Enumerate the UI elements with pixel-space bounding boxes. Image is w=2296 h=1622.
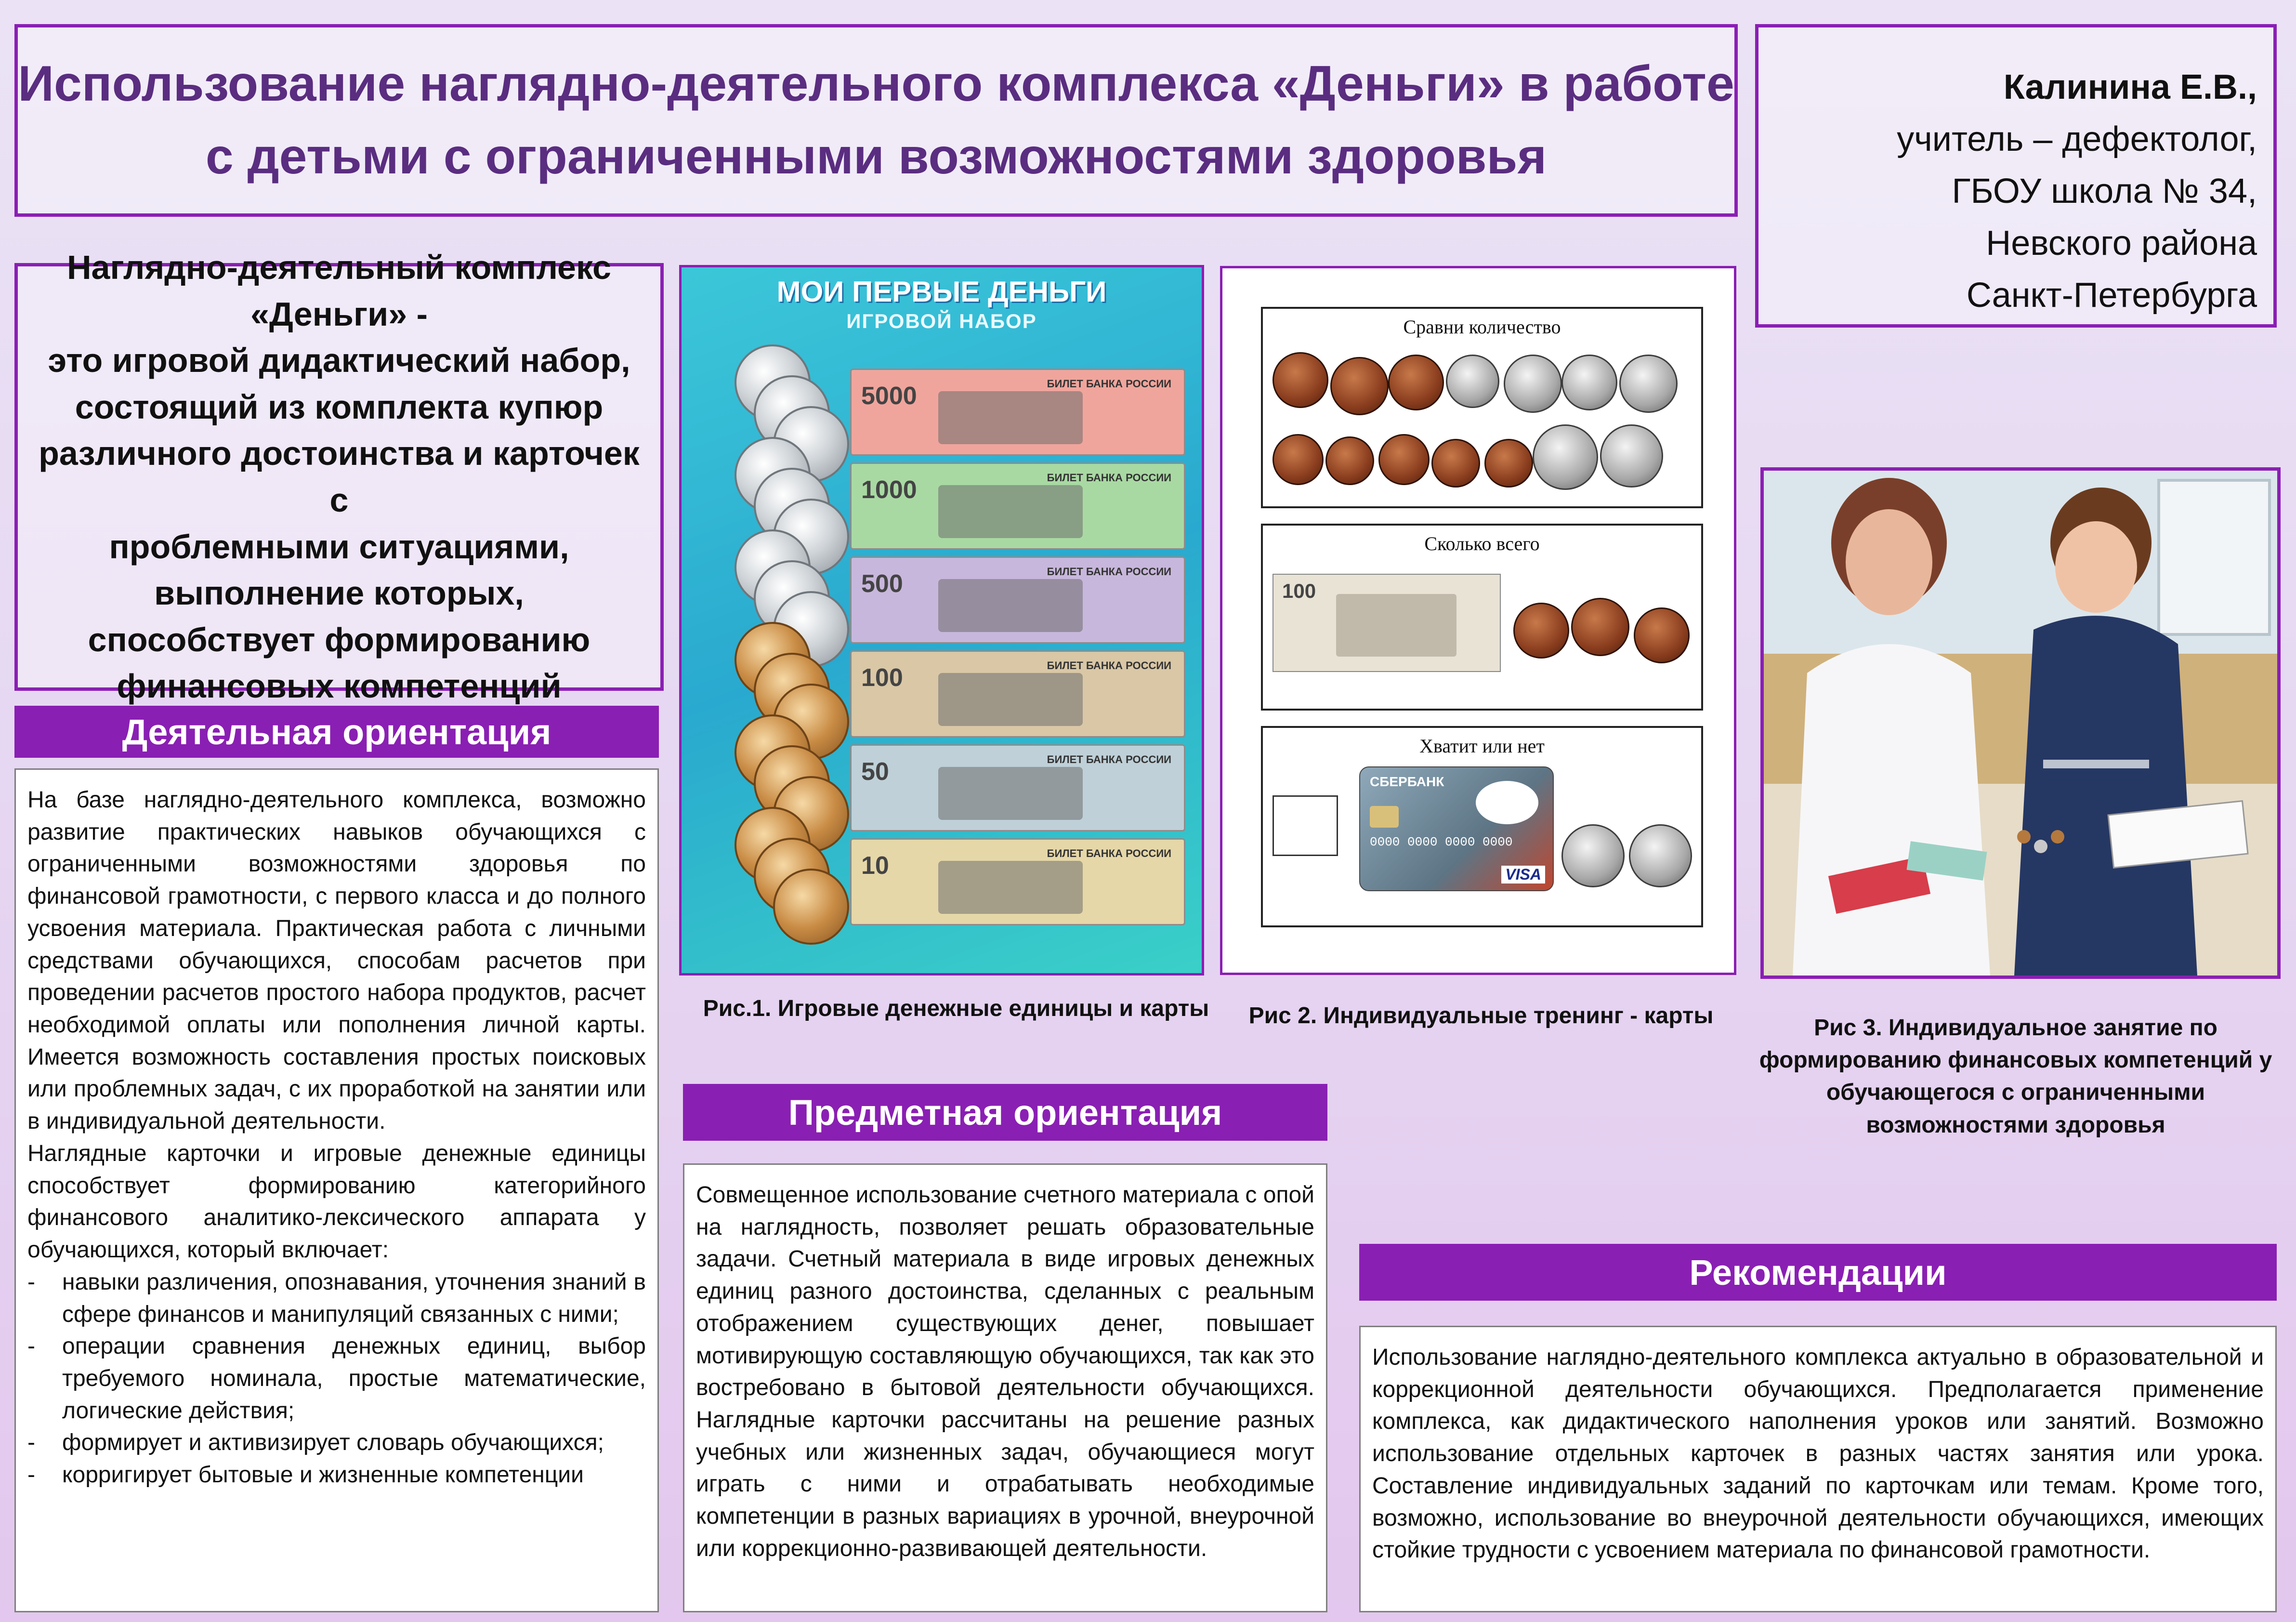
subject-text [683,1163,1327,1612]
banknote-picture [938,767,1083,820]
author-line: Невского района [1986,224,2257,263]
figure-caption: Рис.1. Игровые денежные единицы и карты [703,996,1209,1021]
card-title: Хватит или нет [1419,735,1545,757]
figure-lesson-photo [1760,467,2281,979]
banknote-image [1273,574,1501,672]
definition-line: способствует формированию [88,620,590,659]
author-box [1755,24,2277,328]
definition-line: состоящий из комплекта купюр [75,388,604,426]
copper-coin [1273,434,1324,485]
copper-coin [1273,352,1328,408]
title-box [14,24,1738,217]
card-enough [1261,726,1703,927]
banknote-picture [938,861,1083,914]
poster-title: Использование наглядно-деятельного комплекса «Деньги» в работе с детьми с ограниченными возможностями здоровья [18,56,1734,185]
silver-coin [1629,824,1692,887]
definition-line: проблемными ситуациями, [109,527,569,566]
kit-subtitle: ИГРОВОЙ НАБОР [846,310,1037,332]
subject-paragraph: Совмещенное использование счетного материала с опой на наглядность, позволяет решать образовательные задачи. Счетный материала в виде игровых денежных единиц разного достоинства, сделанных с реальным отображением существующих денег, повышает мотивирующую составляющую обучающихся, так как это востребовано в бытовой деятельности обучающихся. Наглядные карточки рассчитаны на решение разных учебных или жизненных задач, обучающиеся могут играть с ними и отрабатывать необходимые компетенции в разных вариациях в урочной, внеурочной или коррекционно-развивающей деятельности. [696,1182,1314,1561]
card-total [1261,524,1703,711]
list-item: - навыки различения, опознавания, уточнения знаний в сфере финансов и манипуляций связанных с ними; [27,1266,646,1331]
copper-coin [1571,598,1629,656]
answer-box [1273,795,1338,856]
banknote-picture [938,391,1083,444]
copper-coin [1634,607,1690,663]
banknote-bank-label: БИЛЕТ БАНКА РОССИИ [1047,378,1171,390]
banknote-value: 5000 [861,382,917,410]
banknote-value: 100 [861,664,903,692]
bank-card-number: 0000 0000 0000 0000 [1370,835,1513,849]
bank-card-brand: VISA [1501,866,1545,884]
banknote-picture [938,579,1083,632]
author-line: учитель – дефектолог, [1897,120,2257,158]
banknote-value: 500 [861,570,903,598]
activity-header: Деятельная ориентация [14,706,659,758]
definition-line: это игровой дидактический набор, [48,342,630,380]
author-line: Санкт-Петербурга [1966,276,2257,315]
card-compare [1261,307,1703,508]
copper-coin [1325,436,1374,485]
banknote-picture [938,673,1083,726]
banknote-bank-label: БИЛЕТ БАНКА РОССИИ [1047,659,1171,672]
definition-line: различного достоинства и карточек с [39,435,640,519]
banknote-bank-label: БИЛЕТ БАНКА РОССИИ [1047,847,1171,859]
author-name: Калинина Е.В., [2003,68,2257,106]
list-item: - операции сравнения денежных единиц, выбор требуемого номинала, простые математические, логические действия; [27,1331,646,1427]
copper-coin [1431,439,1480,488]
card-title: Сравни количество [1403,316,1561,338]
activity-bullets [27,1266,646,1491]
subject-header: Предметная ориентация [683,1084,1327,1141]
figure-caption: Рис 2. Индивидуальные тренинг - карты [1248,1003,1714,1029]
banknote-value: 50 [861,758,889,786]
copper-coin [1513,603,1569,659]
banknote-value: 100 [1282,580,1316,602]
author-line: ГБОУ школа № 34, [1952,172,2257,211]
recommendations-paragraph: Использование наглядно-деятельного комплекса актуально в образовательной и коррекционной деятельности обучающихся. Предполагается применение комплекса, как дидактического наполнения уроков или занятий. Возможно использование отдельных карточек в разных частях занятия или урока. Составление индивидуальных заданий по карточкам или темам. Кроме того, возможно, использование во внеурочной деятельности обучающихся, имеющих стойкие трудности с усвоением материала по финансовой грамотности. [1372,1345,2264,1563]
bank-card-label: СБЕРБАНК [1370,774,1444,789]
figure-caption: Рис 3. Индивидуальное занятие по формированию финансовых компетенций у обучающегося с ограниченными возможностями здоровья [1759,1015,2272,1138]
definition-line: выполнение которых, [154,574,524,612]
silver-coin [1561,824,1625,887]
silver-coin [1504,355,1562,413]
banknote [850,556,1185,644]
definition-line: «Деньги» - [250,295,428,333]
banknote [850,838,1185,925]
banknote-picture [938,485,1083,538]
bank-card-oval [1476,781,1538,824]
definition-line: финансовых компетенций [117,667,562,705]
banknote-value: 1000 [861,476,917,504]
definition-line: Наглядно-деятельный комплекс [67,249,611,287]
silver-coin [1619,355,1678,413]
card-title: Сколько всего [1424,533,1540,554]
banknote-picture [1336,594,1456,657]
silver-coin [1533,424,1598,490]
banknote [850,650,1185,738]
recommendations-text [1359,1326,2277,1612]
figure-training-cards [1220,266,1736,975]
list-item: - корригирует бытовые и жизненные компетенции [27,1459,646,1491]
copper-coin [1484,439,1533,488]
copper-coin [1388,355,1444,410]
bank-card [1359,766,1554,891]
banknote [850,744,1185,831]
silver-coin [1600,424,1663,488]
activity-paragraph: На базе наглядно-деятельного комплекса, возможно развитие практических навыков обучающихся с ограниченными возможностями здоровья по финансовой грамотности, с первого класса и до полного усвоения материала. Практическая работа с личными средствами обучающихся, способам расчетов при проведении расчетов простого набора продуктов, расчет необходимой оплаты или пополнения личной карты. Имеется возможность составления простых поисковых или проблемных задач, с их проработкой на занятии или в индивидуальной деятельности. [27,787,646,1134]
silver-coin [1561,355,1617,410]
list-item: - формирует и активизирует словарь обучающихся; [27,1427,646,1459]
figure-money-kit [679,265,1204,976]
activity-paragraph: Наглядные карточки и игровые денежные единицы способствует формированию категорийного финансового аналитико-лексического аппарата у обучающихся, который включает: [27,1140,646,1263]
kit-title: МОИ ПЕРВЫЕ ДЕНЬГИ [776,276,1107,308]
banknote-bank-label: БИЛЕТ БАНКА РОССИИ [1047,566,1171,578]
banknote [850,462,1185,550]
copper-coin [1330,357,1389,415]
banknote [850,369,1185,456]
recommendations-header: Рекомендации [1359,1244,2277,1301]
bank-card-chip [1370,806,1399,828]
banknote-bank-label: БИЛЕТ БАНКА РОССИИ [1047,472,1171,484]
banknote-value: 10 [861,852,889,880]
copper-coin [773,869,849,945]
copper-coin [1378,434,1430,485]
lesson-photo-image [1764,471,2277,976]
silver-coin [1446,355,1499,408]
activity-text [14,768,659,1612]
banknote-bank-label: БИЛЕТ БАНКА РОССИИ [1047,753,1171,765]
definition-box [14,249,664,705]
